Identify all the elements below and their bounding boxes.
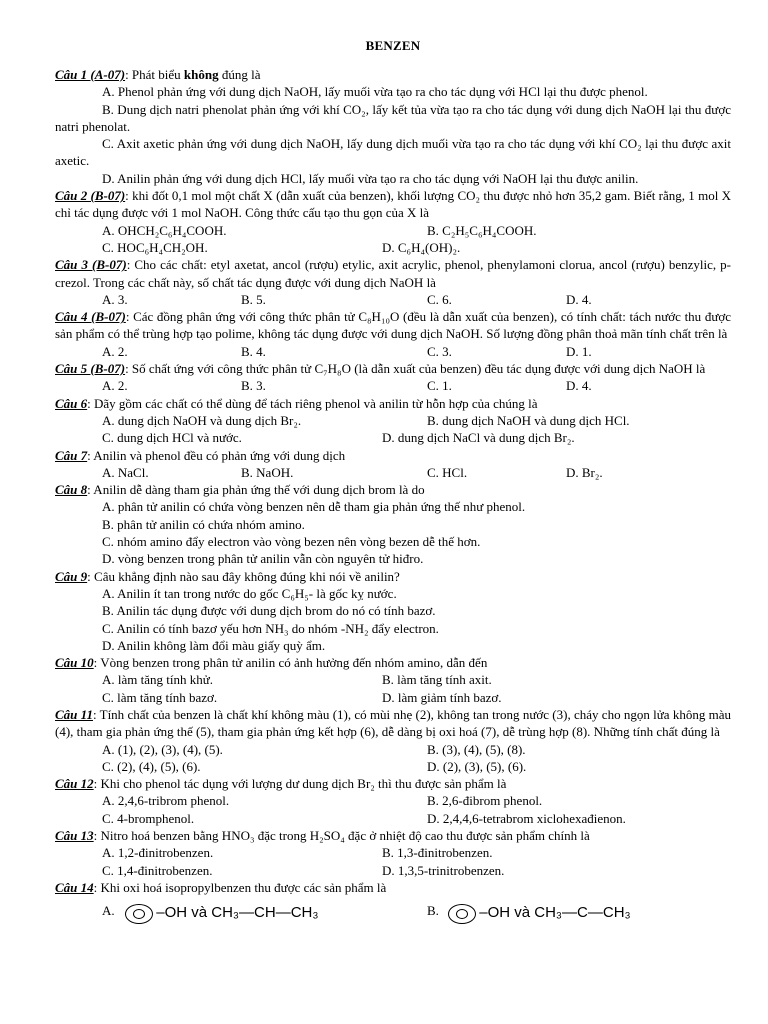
option-d: D. 2,4,4,6-tetrabrom xiclohexađienon. xyxy=(427,810,626,826)
option-a: A. (1), (2), (3), (4), (5). xyxy=(102,741,223,757)
question-label: Câu 6 xyxy=(55,395,88,411)
question-stem xyxy=(55,66,731,83)
question-stem xyxy=(55,256,731,291)
option-d: D. 4. xyxy=(566,378,592,394)
option-c: C. 1,4-đinitrobenzen. xyxy=(102,862,213,878)
stem-text: : Cho các chất: etyl axetat, ancol (rượu) etylic, axit acrylic, phenol, phenylamoni clorua, ancol (rượu) benzylic, p-crezol. Trong các chất này, số chất tác dụng được với dung dịch NaOH là xyxy=(55,257,732,290)
options-row xyxy=(55,222,731,239)
options-row xyxy=(55,792,731,809)
option-d: D. 1. xyxy=(566,343,592,359)
option-a: A. Anilin ít tan trong nước do gốc C₆H₅- là gốc kỵ nước. xyxy=(102,585,397,601)
stem-text: : Khi cho phenol tác dụng với lượng dư dung dịch Br₂ thì thu được sản phẩm là xyxy=(93,776,507,792)
options-row xyxy=(55,758,731,775)
option-b: B. 3. xyxy=(241,378,266,394)
option-d: D. (2), (3), (5), (6). xyxy=(427,758,527,774)
option-b: B. 1,3-đinitrobenzen. xyxy=(382,845,493,861)
question-label: Câu 9 xyxy=(55,568,88,584)
stem-text: đúng là xyxy=(218,67,261,82)
option-d: D. vòng benzen trong phân tử anilin vẫn còn nguyên tử hiđro. xyxy=(102,551,424,567)
options-row xyxy=(55,412,731,429)
options-row xyxy=(55,239,731,256)
question-label: Câu 5 (B-07) xyxy=(55,361,126,377)
benzene-ring-icon xyxy=(125,904,153,924)
question-12 xyxy=(55,775,731,827)
stem-text: : Anilin dễ dàng tham gia phản ứng thế với dung dịch brom là do xyxy=(87,482,425,498)
option-d: D. 1,3,5-trinitrobenzen. xyxy=(382,862,505,878)
option-a: A. làm tăng tính khử. xyxy=(102,672,214,688)
question-label: Câu 13 xyxy=(55,828,94,844)
option-c: C. làm tăng tính bazơ. xyxy=(102,689,218,705)
question-label: Câu 2 (B-07) xyxy=(55,188,126,204)
option-c: C. (2), (4), (5), (6). xyxy=(102,758,201,774)
option-a: A. 1,2-đinitrobenzen. xyxy=(102,845,214,861)
option-c: C. HOC₆H₄CH₂OH. xyxy=(102,239,208,255)
options-row xyxy=(55,671,731,688)
option-d: D. Anilin phản ứng với dung dịch HCl, lấy muối vừa tạo ra cho tác dụng với NaOH lại thu được anilin. xyxy=(102,170,639,186)
question-stem xyxy=(55,187,731,222)
stem-text: : Câu khẳng định nào sau đây không đúng khi nói về anilin? xyxy=(87,568,400,584)
options-row xyxy=(55,862,731,879)
question-11 xyxy=(55,706,731,775)
options-row xyxy=(55,844,731,861)
question-label: Câu 1 (A-07) xyxy=(55,67,126,82)
stem-text: : Phát biểu xyxy=(125,67,184,82)
options-row xyxy=(55,689,731,706)
options-row xyxy=(55,810,731,827)
option-c: C. 1. xyxy=(427,378,452,394)
question-stem xyxy=(55,775,731,792)
question-9 xyxy=(55,568,731,654)
option-a: A. 2. xyxy=(102,378,128,394)
stem-text: : Dãy gồm các chất có thể dùng để tách riêng phenol và anilin từ hỗn hợp của chúng là xyxy=(87,395,538,411)
question-label: Câu 3 (B-07) xyxy=(55,257,127,273)
stem-text: : Anilin và phenol đều có phản ứng với dung dịch xyxy=(87,447,346,463)
option-a: A. phân tử anilin có chứa vòng benzen nên dễ tham gia phản ứng thế như phenol. xyxy=(102,499,526,515)
question-stem xyxy=(55,879,731,896)
question-label: Câu 7 xyxy=(55,447,88,463)
question-stem xyxy=(55,360,731,377)
option-c: C. nhóm amino đẩy electron vào vòng bezen nên vòng bezen dễ thế hơn. xyxy=(102,534,481,550)
option-d: D. 4. xyxy=(566,291,592,307)
question-2 xyxy=(55,187,731,256)
option-c: C. HCl. xyxy=(427,464,468,480)
option-a-structure xyxy=(125,904,318,924)
option-b: B. Dung dịch natri phenolat phản ứng với khí CO₂, lấy kết tủa vừa tạo ra cho tác dụng với dung dịch NaOH lại thu được natri phenolat. xyxy=(55,101,731,134)
option-c: C. Axit axetic phản ứng với dung dịch NaOH, lấy dung dịch muối vừa tạo ra cho tác dụng với khí CO₂ lại thu được axit axetic. xyxy=(55,136,731,169)
option-a: A. 2. xyxy=(102,343,128,359)
question-stem xyxy=(55,395,731,412)
options-row xyxy=(55,741,731,758)
stem-text: : Nitro hoá benzen bằng HNO₃ đặc trong H₂SO₄ đặc ở nhiệt độ cao thu được sản phẩm chính là xyxy=(93,828,590,844)
option-a: A. dung dịch NaOH và dung dịch Br₂. xyxy=(102,412,302,428)
option-a: A. OHCH₂C₆H₄COOH. xyxy=(102,222,227,238)
option-c: C. 4-bromphenol. xyxy=(102,810,195,826)
option-d: D. C₆H₄(OH)₂. xyxy=(382,239,461,255)
options-row xyxy=(55,291,731,308)
option-c: C. Anilin có tính bazơ yếu hơn NH₃ do nhóm -NH₂ đẩy electron. xyxy=(102,620,439,636)
question-5 xyxy=(55,360,731,395)
option-d: D. Anilin không làm đổi màu giấy quỳ ẩm. xyxy=(102,637,326,653)
question-7 xyxy=(55,447,731,482)
question-13 xyxy=(55,827,731,879)
option-a: A. NaCl. xyxy=(102,464,149,480)
option-a-letter: A. xyxy=(102,903,115,919)
question-3 xyxy=(55,256,731,308)
options-row xyxy=(55,464,731,481)
document-page xyxy=(55,0,731,936)
options-row xyxy=(55,343,731,360)
option-c: C. 6. xyxy=(427,291,452,307)
option-c: C. 3. xyxy=(427,343,452,359)
option-b: B. C₂H₅C₆H₄COOH. xyxy=(427,222,537,238)
question-14 xyxy=(55,879,731,936)
stem-text: : Tính chất của benzen là chất khí không màu (1), có mùi nhẹ (2), không tan trong nước (3), cháy cho ngọn lửa không màu (4), tham gia phản ứng thế (5), tham gia phản ứng kết hợp (6), dễ dàng bị oxi hoá (7), dễ trùng hợp (8). Những tính chất đúng là xyxy=(55,706,731,740)
option-b-letter: B. xyxy=(427,903,439,919)
option-b: B. Anilin tác dụng được với dung dịch brom do nó có tính bazơ. xyxy=(102,603,436,619)
option-b: B. dung dịch NaOH và dung dịch HCl. xyxy=(427,412,630,428)
question-stem xyxy=(55,827,731,844)
question-stem xyxy=(55,654,731,671)
question-label: Câu 4 (B-07) xyxy=(55,309,126,325)
question-stem xyxy=(55,308,731,343)
question-label: Câu 10 xyxy=(55,655,94,671)
option-b: B. NaOH. xyxy=(241,464,294,480)
option-d: D. làm giảm tính bazơ. xyxy=(382,689,502,705)
option-b-structure xyxy=(448,904,631,924)
stem-text: : Các đồng phân ứng với công thức phân tử C₈H₁₀O (đều là dẫn xuất của benzen), có tính chất: tách nước thu được sản phẩm có thể trùng hợp tạo polime, không tác dụng được với dung dịch NaOH. Số lượng đồng phân thoả mãn tính chất trên là xyxy=(55,309,732,342)
option-c: C. dung dịch HCl và nước. xyxy=(102,430,242,446)
stem-text: : Vòng benzen trong phân tử anilin có ảnh hưởng đến nhóm amino, dẫn đến xyxy=(93,655,488,671)
benzene-ring-icon xyxy=(448,904,476,924)
option-b: B. (3), (4), (5), (8). xyxy=(427,741,526,757)
question-label: Câu 11 xyxy=(55,706,93,722)
options-row xyxy=(55,429,731,446)
page-title: BENZEN xyxy=(365,38,421,53)
question-label: Câu 8 xyxy=(55,482,88,498)
question-stem xyxy=(55,568,731,585)
options-row xyxy=(55,377,731,394)
option-a-formula: –OH và CH₃—CH—CH₃ xyxy=(156,904,319,922)
option-b: B. phân tử anilin có chứa nhóm amino. xyxy=(102,516,305,532)
option-b: B. 5. xyxy=(241,291,266,307)
option-b-formula: –OH và CH₃—C—CH₃ xyxy=(479,904,631,922)
question-6 xyxy=(55,395,731,447)
question-label: Câu 12 xyxy=(55,776,94,792)
option-a: A. Phenol phản ứng với dung dịch NaOH, lấy muối vừa tạo ra cho tác dụng với HCl lại thu được phenol. xyxy=(102,84,648,100)
question-10 xyxy=(55,654,731,706)
stem-text: : khi đốt 0,1 mol một chất X (dẫn xuất của benzen), khối lượng CO₂ thu được nhỏ hơn 35,2 gam. Biết rằng, 1 mol X chỉ tác dụng được với 1 mol NaOH. Công thức cấu tạo thu gọn của X là xyxy=(55,188,731,221)
option-d: D. Br₂. xyxy=(566,464,603,480)
question-stem xyxy=(55,481,731,498)
question-label: Câu 14 xyxy=(55,879,94,895)
question-1 xyxy=(55,66,731,187)
stem-text: : Số chất ứng với công thức phân tử C₇H₈O (là dẫn xuất của benzen) đều tác dụng được với dung dịch NaOH là xyxy=(125,361,706,377)
option-d: D. dung dịch NaCl và dung dịch Br₂. xyxy=(382,430,575,446)
option-b: B. 2,6-đibrom phenol. xyxy=(427,793,543,809)
question-stem xyxy=(55,706,731,741)
question-4 xyxy=(55,308,731,360)
structure-options-row xyxy=(55,896,731,936)
option-b: B. làm tăng tính axit. xyxy=(382,672,492,688)
question-stem xyxy=(55,447,731,464)
option-b: B. 4. xyxy=(241,343,266,359)
stem-text: : Khi oxi hoá isopropylbenzen thu được các sản phẩm là xyxy=(93,879,387,895)
question-8 xyxy=(55,481,731,567)
option-a: A. 3. xyxy=(102,291,128,307)
stem-emphasis: không xyxy=(183,67,219,82)
option-a: A. 2,4,6-tribrom phenol. xyxy=(102,793,230,809)
